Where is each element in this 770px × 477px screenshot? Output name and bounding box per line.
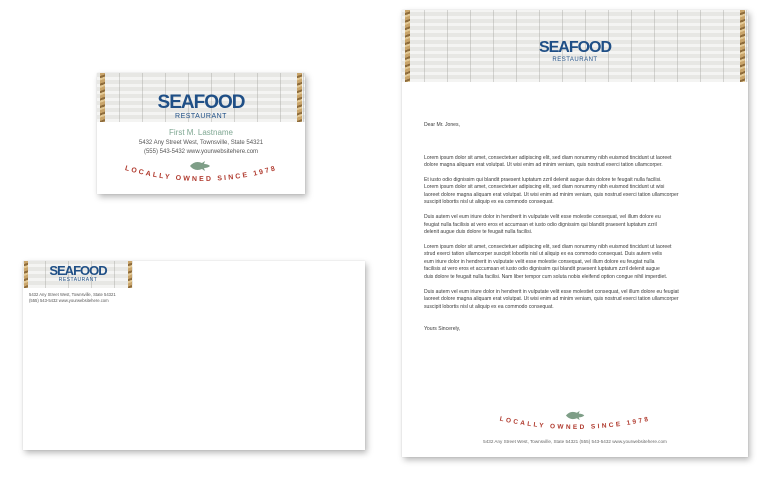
- envelope-logo: [31, 264, 125, 283]
- paragraph-line: feugiat nulla facilisis at vero eros et accumsan et iusto odio dignissim qui blandit praesent luptatum zzril: [424, 221, 657, 228]
- paragraph-line: laoreet dolore magna aliquam erat volutpat. Ut wisi enim ad minim veniam, quis nostrud exerci tation ullamcorper: [424, 191, 679, 198]
- paragraph-1: [424, 155, 724, 170]
- paragraph-line: duis dolore te feugait nulla facilisi. Nam liber tempor cum soluta nobis eleifend option congue nihil imperdiet.: [424, 273, 668, 280]
- envelope-address: 5432 Any Street West, Townsville, State 54321: [29, 292, 116, 297]
- logo-subtitle: RESTAURANT: [552, 57, 598, 63]
- card-contact: (555) 543-5432 www.yourwebsitehere.com: [143, 149, 259, 155]
- letterhead-logo: [500, 40, 650, 63]
- paragraph-5: [424, 289, 724, 312]
- paragraph-3: [424, 214, 724, 237]
- tagline-text: LOCALLY OWNED SINCE 1978: [498, 415, 652, 432]
- paragraph-line: Lorem ipsum dolor sit amet, consectetuer adipiscing elit, sed diam nonummy nibh euismod tincidunt ut laoreet: [424, 154, 672, 161]
- card-name: First M. Lastname: [168, 128, 233, 137]
- business-card: [97, 73, 305, 194]
- paragraph-line: Duis autem vel eum iriure dolor in hendrerit in vulputate velit esse molestie consequat, vel illum dolore eu: [424, 214, 661, 221]
- rope-left: [405, 10, 410, 82]
- card-tagline: [121, 158, 281, 188]
- paragraph-line: Lorem ipsum dolor sit amet, consectetuer adipiscing elit, sed diam nonummy nibh euismod tincidunt ut wisi: [424, 184, 665, 191]
- letterhead-tagline: [485, 406, 665, 436]
- paragraph-line: eum iriure dolor in hendrerit in vulputate velit esse molestie consequat, vel illum dolore eu feugiat nulla: [424, 258, 655, 265]
- logo-subtitle: RESTAURANT: [58, 277, 98, 283]
- salutation: Dear Mr. Jones,: [424, 122, 460, 128]
- paragraph-line: suscipit lobortis nisl ut aliquip ex ea commodo consequat.: [424, 199, 554, 206]
- letter-body: [424, 122, 724, 341]
- rope-right: [740, 10, 745, 82]
- paragraph-line: strud exerci tation ullamcorper suscipit lobortis nisl ut aliquip ex ea commodo consequat. Duis autem velis: [424, 251, 663, 258]
- svg-text:LOCALLY OWNED SINCE 1978: [499, 416, 651, 431]
- paragraph-line: dolore magna aliquam erat volutpat. Ut wisi enim ad minim veniam, quis nostrud exerci tation ullamcorper.: [424, 162, 663, 168]
- paragraph-line: facilisis at vero eros et accumsan et iusto odio dignissim qui blandit praesent luptatum zzril delenit augue: [424, 266, 660, 273]
- rope-left: [24, 261, 28, 288]
- logo-subtitle: RESTAURANT: [175, 113, 227, 120]
- paragraph-line: Duis autem vel eum iriure dolor in hendrerit in vulputate velit esse molestiet consequat, vel illum dolore eu feugiat: [424, 288, 679, 295]
- envelope-contact: (555) 543-5432 www.yourwebsitehere.com: [29, 298, 109, 303]
- letterhead-footer: 5432 Any Street West, Townsville, State 54321 (555) 543-5432 www.yourwebsitehere.com: [483, 439, 667, 444]
- letterhead: [402, 10, 748, 457]
- rope-right: [128, 261, 132, 288]
- logo-wordmark: SEAFOOD: [538, 39, 612, 56]
- logo-wordmark: SEAFOOD: [157, 92, 245, 113]
- envelope: [23, 261, 365, 450]
- rope-right: [297, 73, 302, 122]
- paragraph-line: Et iusto odio dignissim qui blandit praesent luptatum zzril delenit augue duis dolore te feugait nulla facilisi.: [424, 176, 662, 183]
- rope-left: [100, 73, 105, 122]
- closing: Yours Sincerely,: [424, 326, 461, 333]
- paragraph-line: Lorem ipsum dolor sit amet, consectetuer adipiscing elit, sed diam nonummy nibh euismod tincidunt ut laoreet: [424, 243, 672, 250]
- paragraph-4: [424, 244, 724, 282]
- paragraph-2: [424, 177, 724, 207]
- paragraph-line: delenit augue duis dolore te feugait nulla facilisi.: [424, 229, 533, 236]
- logo-wordmark: SEAFOOD: [49, 263, 107, 278]
- paragraph-line: suscipit lobortis nisl ut aliquip ex ea commodo consequat.: [424, 303, 554, 310]
- card-logo: [127, 93, 275, 120]
- svg-text:LOCALLY OWNED SINCE 1978: [124, 165, 278, 183]
- card-address: 5432 Any Street West, Townsville, State 54321: [138, 140, 264, 146]
- tagline-text: LOCALLY OWNED SINCE 1978: [124, 165, 278, 184]
- paragraph-line: laoreet dolore magna aliquam erat volutpat. Ut wisi enim ad minim veniam, quis nostrud exerci tation ullamcorper: [424, 296, 679, 303]
